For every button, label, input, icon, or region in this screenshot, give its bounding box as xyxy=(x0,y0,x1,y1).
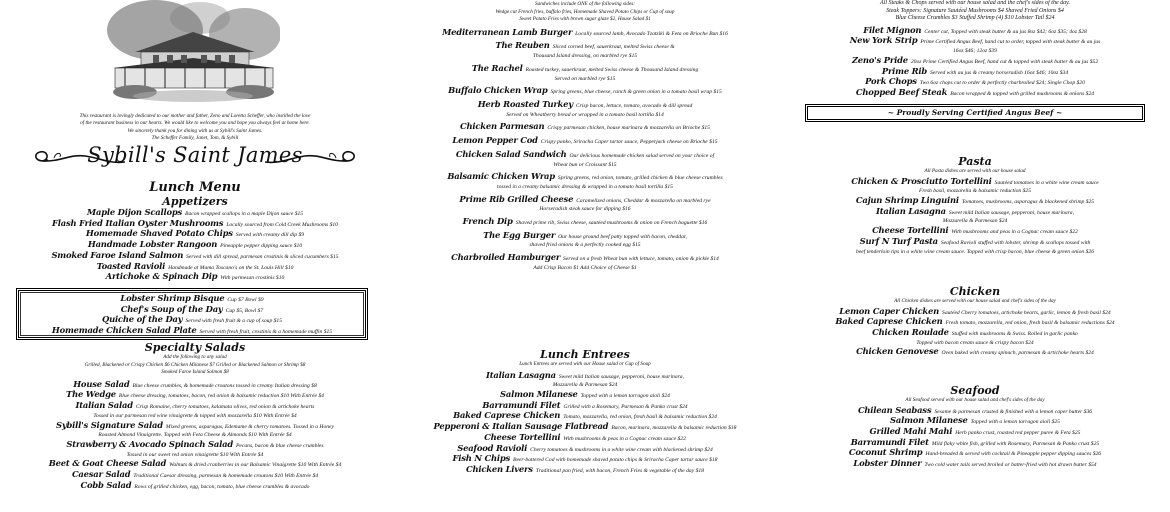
menu-item xyxy=(0,481,390,492)
item-description: Prime Certified Angus Beef, hand cut to order, topped with steak butter & au jus xyxy=(920,39,1101,46)
restaurant-name: Sybill's Saint James xyxy=(87,143,303,167)
item-description: Locally sourced from Cold Creek Mushrooms $10 xyxy=(226,221,338,228)
item-description: Pecans, bacon & blue cheese crumbles xyxy=(235,443,324,449)
section-heading: Pasta xyxy=(958,155,992,168)
item-description: 16oz $46; 12oz $39 xyxy=(953,48,997,55)
menu-item xyxy=(390,217,780,228)
section-note: Wedge cut French fries, buffalo fries, Homemade Shaved Potato Chips or Cup of soup xyxy=(495,8,675,15)
item-name: Seafood Ravioli xyxy=(457,442,528,453)
item-name: Herb Roasted Turkey xyxy=(477,99,573,109)
menu-item xyxy=(390,195,780,214)
item-name: Barramundi Filet xyxy=(482,399,561,410)
menu-item xyxy=(780,88,1170,99)
item-name: Prime Rib Grilled Cheese xyxy=(459,193,574,204)
menu-item xyxy=(780,438,1170,449)
menu-item xyxy=(780,56,1170,67)
item-name: French Dip xyxy=(462,216,513,227)
item-name: New York Strip xyxy=(849,35,918,46)
item-description: Handmade at Mama Toscano's on the St. Louis Hill $10 xyxy=(168,264,294,271)
item-description: Bacon wrapped & topped with grilled mushrooms & onions $24 xyxy=(950,91,1095,97)
item-name: Pepperoni & Italian Sausage Flatbread xyxy=(433,421,609,432)
item-name: Toasted Ravioli xyxy=(96,260,166,271)
item-name: Baked Caprese Chicken xyxy=(835,316,943,327)
menu-item xyxy=(0,421,390,440)
menu-item xyxy=(0,401,390,420)
section-note: Steak Toppers: Signature Sautéed Mushrooms $4 Shaved Fried Onions $4 xyxy=(886,7,1064,14)
item-description: Cup $7 Bowl $9 xyxy=(227,297,264,303)
entrees-section xyxy=(390,348,780,476)
menu-item xyxy=(390,122,780,133)
menu-item xyxy=(0,251,390,262)
item-name: Beet & Goat Cheese Salad xyxy=(48,458,167,469)
menu-item xyxy=(390,433,780,444)
menu-item xyxy=(780,317,1170,328)
item-description: Traditional pan fried, with bacon, French Fries & vegetable of the day $18 xyxy=(535,467,704,474)
menu-item xyxy=(19,305,365,316)
item-name: Lobster Dinner xyxy=(853,458,922,469)
item-description: Cherry tomatoes & mushrooms in a white wine cream with blackened shrimp $24 xyxy=(530,446,713,453)
menu-title: Lunch Menu xyxy=(149,180,241,195)
item-description: Walnuts & dried cranberries in our Balsamic Vinaigrette $10 With Entrée $4 xyxy=(169,462,342,469)
item-name: Barramundi Filet xyxy=(850,436,929,447)
section-note: Sweet Potato Fries with brown sugar glaze $2, House Salad $1 xyxy=(519,16,651,23)
item-name: Chicken & Prosciutto Tortellini xyxy=(851,175,992,186)
item-description: Seafood Ravioli stuffed with lobster, shrimp & scallops tossed with xyxy=(940,239,1091,246)
menu-item xyxy=(780,406,1170,417)
item-name: Coconut Shrimp xyxy=(848,447,923,458)
menu-item xyxy=(0,440,390,459)
item-description: Mild flaky white fish, grilled with Rosemary, Parmesan & Panko crust $25 xyxy=(931,440,1100,447)
item-description: Bacon wrapped scallops in a maple Dijon sauce $15 xyxy=(185,211,304,217)
menu-item xyxy=(780,207,1170,226)
item-name: The Wedge xyxy=(66,389,116,400)
item-description: Served on Wheatberry bread or wrapped in a tomato basil tortilla $14 xyxy=(506,111,664,118)
item-description: Served with fresh fruit, crostinis & a homemade muffin $15 xyxy=(199,329,333,336)
item-description: Pineapple pepper dipping sauce $10 xyxy=(220,243,303,250)
item-description: Traditional Caesar dressing, parmesan & homemade croutons $10 With Entrée $4 xyxy=(133,473,319,480)
menu-item xyxy=(780,237,1170,256)
section-note: Blue Cheese Crumbles $3 Stuffed Shrimp (4) $10 Lobster Tail $24 xyxy=(895,15,1055,22)
menu-item xyxy=(780,226,1170,237)
item-name: Chicken Parmesan xyxy=(460,121,545,132)
menu-item xyxy=(780,196,1170,207)
section-note: Smoked Faroe Island Salmon $8 xyxy=(161,369,229,376)
item-name: Cheese Tortellini xyxy=(872,225,949,236)
item-description: Oven baked with creamy spinach, parmesan & artichoke hearts $24 xyxy=(941,350,1094,357)
item-description: Tomatoes, mushrooms, asparagus & blackened shrimp $25 xyxy=(961,199,1095,205)
item-description: Thousand Island dressing, on marbled rye $15 xyxy=(532,53,638,60)
menu-item xyxy=(0,380,390,391)
item-name: Fish N Chips xyxy=(452,453,511,464)
item-name: Pork Chops xyxy=(865,76,917,87)
item-name: Homemade Chicken Salad Plate xyxy=(51,325,197,336)
section-heading: Lunch Entrees xyxy=(540,348,630,361)
item-name: Filet Mignon xyxy=(863,24,922,35)
item-description: Sautéed Cherry tomatoes, artichoke hearts, garlic, lemon & fresh basil $24 xyxy=(942,309,1111,316)
item-name: Cobb Salad xyxy=(80,479,132,490)
item-name: The Reuben xyxy=(495,40,550,51)
item-description: Blue cheese crumbles, & homemade croutons tossed in creamy Italian dressing $8 xyxy=(132,382,317,389)
menu-item xyxy=(780,459,1170,470)
menu-item xyxy=(780,427,1170,438)
item-name: Prime Rib xyxy=(881,65,928,76)
menu-item xyxy=(390,41,780,60)
appetizers-section xyxy=(0,195,390,283)
menu-item xyxy=(390,136,780,147)
certified-angus-banner: ~ Proudly Serving Certified Angus Beef ~ xyxy=(805,104,1145,122)
item-description: Sliced corned beef, sauerkraut, melted Swiss cheese & xyxy=(552,44,675,51)
item-description: Caramelized onions, Cheddar & mozzarella on marbled rye xyxy=(576,197,711,204)
menu-item xyxy=(780,328,1170,347)
menu-item xyxy=(0,459,390,470)
item-description: Served with creamy dill dip $9 xyxy=(235,232,305,239)
menu-item xyxy=(0,272,390,283)
item-name: Charbroiled Hamburger xyxy=(451,252,561,263)
chicken-section xyxy=(780,285,1170,358)
item-description: Served with au jus & creamy horseradish 16oz $46; 10oz $34 xyxy=(930,69,1069,76)
item-description: Stuffed with mushrooms & Swiss. Rolled in garlic panko xyxy=(951,331,1078,337)
item-description: Tomato, mozzarella, red onion, fresh basil & balsamic reduction $24 xyxy=(563,414,717,421)
menu-item xyxy=(390,86,780,97)
item-name: Italian Salad xyxy=(75,400,133,411)
item-name: Italian Lasagna xyxy=(485,369,556,380)
item-name: Chopped Beef Steak xyxy=(855,87,948,97)
item-name: Cheese Tortellini xyxy=(484,431,561,442)
item-name: Caesar Salad xyxy=(71,469,131,480)
item-description: Beer-battered Cod with homemade shaved potato chips & Sriracha Caper tartar sauce $18 xyxy=(513,457,718,464)
item-description: 20oz Prime Certified Angus Beef, hand cut & topped with steak butter & au jus $52 xyxy=(910,58,1099,65)
salads-section xyxy=(0,341,390,492)
menu-item xyxy=(390,401,780,412)
item-name: Surf N Turf Pasta xyxy=(859,235,938,246)
menu-item xyxy=(390,390,780,401)
menu-item xyxy=(390,444,780,455)
item-name: Smoked Faroe Island Salmon xyxy=(51,249,184,260)
item-name: Grilled Mahi Mahi xyxy=(869,426,953,436)
item-description: Served on a fresh Wheat bun with lettuce, tomato, onion & pickle $14 xyxy=(563,256,719,263)
menu-item xyxy=(390,100,780,119)
item-name: Salmon Milanese xyxy=(500,389,578,399)
item-name: Chicken Genovese xyxy=(856,346,939,357)
menu-item xyxy=(780,77,1170,88)
item-description: Spring greens, red onion, tomato, grilled chicken & blue cheese crumbles xyxy=(557,175,723,182)
item-description: Hand-breaded & served with cocktail & Pineapple pepper dipping sauces $26 xyxy=(925,451,1102,458)
soups-box xyxy=(16,288,368,340)
section-note: All Chicken dishes are served with our house salad and chef's sides of the day xyxy=(894,298,1056,304)
item-name: Cajun Shrimp Linguini xyxy=(855,195,959,205)
menu-item xyxy=(390,253,780,272)
menu-item xyxy=(780,416,1170,427)
menu-item xyxy=(780,26,1170,37)
menu-item xyxy=(780,36,1170,55)
item-name: Maple Dijon Scallops xyxy=(86,207,183,217)
item-description: Center cut, Topped with steak butter & au jus 8oz $42; 6oz $35; 4oz $28 xyxy=(924,28,1087,35)
item-name: Chicken Roulade xyxy=(872,327,949,337)
item-name: Flash Fried Italian Oyster Mushrooms xyxy=(52,217,224,228)
menu-item xyxy=(390,172,780,191)
dedication-text: This restaurant is lovingly dedicated to our mother and father, Zeno and Loretta Scheffer, who instilled the love of the restaurant business in our hearts. We would like to welcome you and hope you always feel at home here. We sincerely thank you for dining with us at Sybill's Saint James. The Scheffer Family, Janet, Tom, & Sybill xyxy=(79,113,311,142)
section-note: Add the following to any salad xyxy=(163,354,227,360)
menu-item xyxy=(390,422,780,433)
menu-item xyxy=(780,67,1170,78)
item-description: Served with fresh fruit & a cup of soup $15 xyxy=(185,318,283,325)
item-description: Sweet mild Italian sausage, pepperoni, house marinara, xyxy=(948,209,1075,216)
menu-item xyxy=(390,150,780,169)
menu-item xyxy=(780,347,1170,358)
item-name: Balsamic Chicken Wrap xyxy=(447,171,555,182)
item-description: Sautéed tomatoes in a white wine cream sauce xyxy=(994,179,1099,186)
item-description: Horseradish steak sauce for dipping $16 xyxy=(539,206,631,213)
item-description: Mozzarella & Parmesan $24 xyxy=(942,218,1008,225)
section-heading: Seafood xyxy=(950,384,1000,397)
item-name: Salmon Milanese xyxy=(890,415,968,426)
item-description: With mushrooms & peas in a Cognac cream sauce $22 xyxy=(563,435,686,442)
item-name: Handmade Lobster Rangoon xyxy=(87,239,218,250)
item-description: Bacon, marinara, mozzarella & balsamic reduction $18 xyxy=(611,425,737,432)
section-note: Lunch Entrees are served with our House salad or Cup of Soup xyxy=(519,361,651,367)
section-note: All Steaks & Chops served with our house salad and the chef's sides of the day. xyxy=(880,0,1070,6)
item-description: Fresh tomato, mozzarella, red onion, fresh basil & balsamic reductions $24 xyxy=(945,320,1115,327)
menu-item xyxy=(19,326,365,337)
item-description: Shaved prime rib, Swiss cheese, sautéed mushrooms & onion on French baguette $16 xyxy=(515,220,708,227)
item-description: Add Crisp Bacon $1 Add Choice of Cheese $1 xyxy=(533,264,637,271)
menu-item xyxy=(390,64,780,83)
section-note: Grilled, Blackened or Crispy Chicken $6 Chicken Milanese $7 Grilled or Blackened Salmon or Shrimp $8 xyxy=(84,361,306,368)
item-name: Lemon Pepper Cod xyxy=(452,135,538,146)
item-name: Strawberry & Avocado Spinach Salad xyxy=(66,439,233,449)
item-description: Two 6oz chops cut to order & perfectly charbroiled $24; Single Chop $20 xyxy=(919,80,1085,87)
item-description: Crispy panko, Sriracha Caper tartar sauce, Pepperjack cheese on Brioche $15 xyxy=(540,139,718,146)
item-description: Blue cheese dressing, tomatoes, bacon, red onion & balsamic reduction $10 With Entrée $4 xyxy=(118,393,324,400)
item-name: Baked Caprese Chicken xyxy=(453,410,561,421)
section-heading: Specialty Salads xyxy=(144,341,246,354)
restaurant-brand xyxy=(30,140,360,176)
steaks-section xyxy=(780,0,1170,122)
item-description: Herb panko crust, roasted red pepper puree & Feta $25 xyxy=(955,430,1081,436)
item-description: Our house ground beef patty topped with bacon, cheddar, xyxy=(558,233,687,240)
section-heading: Appetizers xyxy=(162,195,228,208)
item-name: Chicken Salad Sandwich xyxy=(455,148,567,159)
item-description: Topped with a lemon tarragon aioli $24 xyxy=(580,393,670,399)
section-note: All Seafood served with our house salad and chef's sides of the day xyxy=(905,397,1045,403)
menu-item xyxy=(390,465,780,476)
item-name: The Egg Burger xyxy=(483,229,556,240)
section-heading: Chicken xyxy=(949,285,1001,298)
item-description: Roasted Almond Vinaigrette. Topped with Feta Cheese & Almonds $10 With Entrée $4 xyxy=(98,432,292,439)
item-description: Mixed greens, asparagus, Edemame & cherry tomatoes. Tossed in a Honey xyxy=(165,423,335,430)
item-name: Lemon Caper Chicken xyxy=(839,305,940,316)
item-description: Spring greens, blue cheese, ranch & green onion in a tomato basil wrap $15 xyxy=(550,89,722,96)
item-description: Topped with a lemon tarragon aioli $25 xyxy=(970,419,1060,426)
item-description: Rows of grilled chicken, egg, bacon, tomato, blue cheese crumbles & avocado xyxy=(134,483,310,490)
item-description: Crispy parmesan chicken, house marinara & mozzarella on Brioche $15 xyxy=(547,125,710,132)
item-description: Tossed in our sweet red onion vinaigrette $10 With Entrée $4 xyxy=(126,451,264,458)
item-description: shaved fried onions & a perfectly cooked egg $15 xyxy=(529,242,641,249)
menu-item xyxy=(390,28,780,39)
item-description: Cup $5, Bowl $7 xyxy=(225,307,264,314)
item-description: Crisp Romaine, cherry tomatoes, kalamata olives, red onion & artichoke hearts xyxy=(135,404,315,411)
item-description: Two cold water tails served broiled or batter-fried with hot drawn butter $54 xyxy=(924,462,1097,469)
item-name: Italian Lasagna xyxy=(875,205,946,216)
menu-column-middle xyxy=(390,0,780,512)
item-name: Sybill's Signature Salad xyxy=(55,419,163,430)
menu-column-left xyxy=(0,0,390,512)
menu-item xyxy=(390,371,780,390)
item-name: Buffalo Chicken Wrap xyxy=(448,85,548,96)
item-description: beef tenderloin tips in a white wine cream sauce. Topped with crisp bacon, blue cheese & green onion $26 xyxy=(855,248,1094,255)
menu-item xyxy=(780,177,1170,196)
item-description: Tossed in our parmesan red wine vinaigrette & topped with mozzarella $10 With Entrée $4 xyxy=(93,412,297,419)
item-name: Chilean Seabass xyxy=(857,404,932,415)
item-description: tossed in a creamy balsamic dressing & wrapped in a tomato basil tortilla $15 xyxy=(497,183,673,190)
item-name: Chef's Soup of the Day xyxy=(120,303,223,314)
menu-item xyxy=(0,470,390,481)
item-name: Chicken Livers xyxy=(466,463,533,474)
item-name: Homemade Shaved Potato Chips xyxy=(85,228,233,239)
item-description: With parmesan crostinis $10 xyxy=(220,275,285,282)
item-name: Quiche of the Day xyxy=(101,314,183,325)
menu-item xyxy=(390,454,780,465)
item-name: House Salad xyxy=(73,378,130,389)
sandwiches-section xyxy=(390,1,780,273)
item-description: Fresh basil, mozzarella & balsamic reduction $25 xyxy=(918,188,1032,195)
item-name: The Rachel xyxy=(471,62,523,73)
item-description: Locally sourced lamb, Avocado Tzatziki & Feta on Brioche Bun $16 xyxy=(575,30,728,37)
item-description: Mozzarella & Parmesan $24 xyxy=(552,382,618,389)
item-name: Mediterranean Lamb Burger xyxy=(442,26,573,37)
section-note: All Pasta dishes are served with our house salad xyxy=(924,168,1026,174)
item-description: With mushrooms and peas in a Cognac cream sauce $22 xyxy=(951,229,1078,236)
item-description: Served on marbled rye $15 xyxy=(554,75,616,82)
item-description: Wheat bun or Croissant $15 xyxy=(553,161,617,168)
item-name: Lobster Shrimp Bisque xyxy=(120,293,225,303)
item-name: Artichoke & Spinach Dip xyxy=(105,271,218,282)
menu-item xyxy=(0,390,390,401)
menu-column-right xyxy=(780,0,1170,512)
item-description: Roasted turkey, sauerkraut, melted Swiss cheese & Thousand Island dressing xyxy=(525,66,699,73)
item-description: Sesame & parmesan crusted & finished with a lemon caper butter $36 xyxy=(934,408,1093,415)
item-description: Grilled with a Rosemary, Parmesan & Panko crust $24 xyxy=(563,403,688,410)
item-description: Our delicious homemade chicken salad served on your choice of xyxy=(569,152,715,159)
menu-item xyxy=(780,448,1170,459)
section-note: Sandwiches include ONE of the following sides: xyxy=(535,1,635,7)
house-illustration xyxy=(105,0,280,108)
menu-item xyxy=(390,231,780,250)
item-description: Sweet mild Italian sausage, pepperoni, house marinara, xyxy=(558,373,685,380)
pasta-section xyxy=(780,155,1170,256)
item-name: Zeno's Pride xyxy=(851,54,908,65)
seafood-section xyxy=(780,384,1170,470)
item-description: Crisp bacon, lettuce, tomato, avocado & dill spread xyxy=(575,103,693,109)
item-description: Topped with bacon cream sauce & crispy bacon $24 xyxy=(916,339,1034,346)
item-description: Served with dill spread, parmesan crostinis & sliced cucumbers $15 xyxy=(186,253,339,260)
